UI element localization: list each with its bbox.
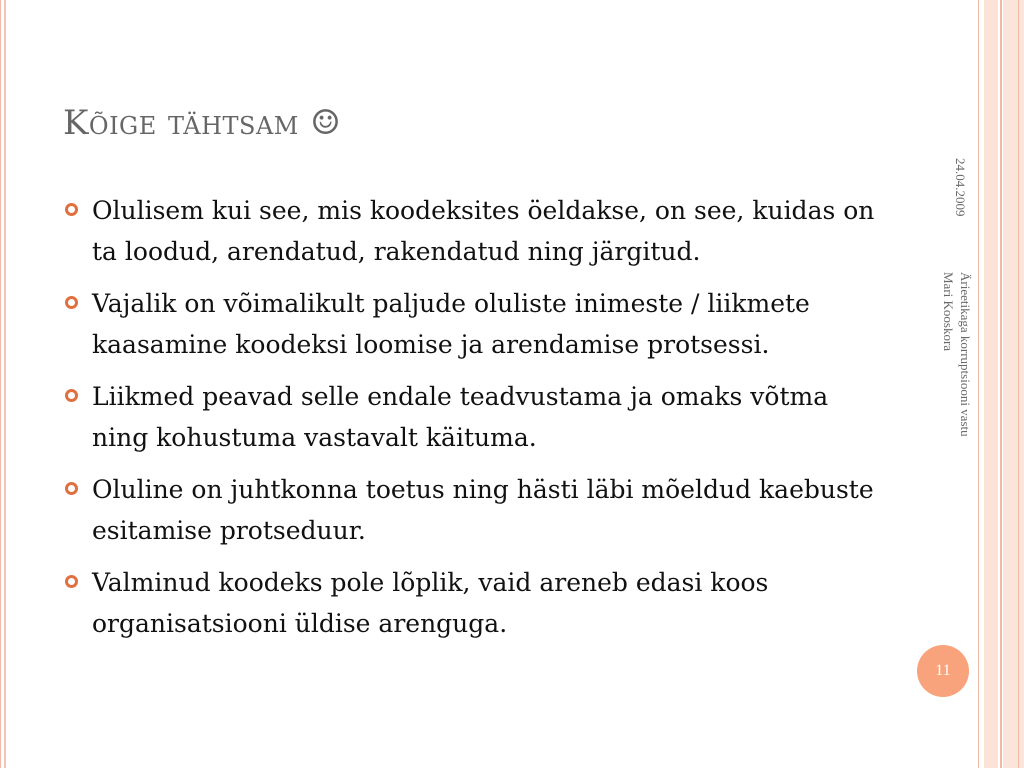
page-number: 11 — [935, 662, 951, 679]
bullet-ring-icon — [65, 575, 78, 588]
bullet-item — [64, 190, 884, 272]
right-stripe — [1018, 0, 1019, 768]
bullet-ring-icon — [65, 482, 78, 495]
bullet-item — [64, 562, 884, 644]
bullet-ring-icon — [65, 389, 78, 402]
slide-title — [63, 103, 341, 143]
bullet-ring-icon — [65, 203, 78, 216]
bullet-list — [64, 190, 884, 655]
left-border-line — [0, 0, 1, 768]
bullet-item — [64, 283, 884, 365]
bullet-ring-icon — [65, 296, 78, 309]
right-stripe — [1000, 0, 1002, 768]
right-stripe — [1003, 0, 1024, 768]
right-stripe — [978, 0, 979, 768]
right-stripe — [984, 0, 998, 768]
slide-title-text: Kõige tähtsam — [63, 103, 299, 143]
side-date: 24.04.2009 — [953, 158, 968, 217]
side-footer — [940, 272, 974, 437]
side-footer-title: Ärieetikaga korruptsiooni vastu — [958, 272, 973, 437]
bullet-text: Liikmed peavad selle endale teadvustama ja omaks võtma ning kohustuma vastavalt käituma. — [92, 382, 829, 452]
side-footer-author: Mari Kooskora — [941, 272, 956, 352]
bullet-text: Valminud koodeks pole lõplik, vaid areneb edasi koos organisatsiooni üldise arenguga. — [92, 568, 769, 638]
bullet-text: Vajalik on võimalikult paljude oluliste inimeste / liikmete kaasamine koodeksi loomise ja arendamise protsessi. — [92, 289, 810, 359]
bullet-text: Olulisem kui see, mis koodeksites öeldakse, on see, kuidas on ta loodud, arendatud, rakendatud ning järgitud. — [92, 196, 875, 266]
smiley-icon: ☺ — [310, 103, 342, 143]
page-number-badge — [917, 645, 969, 697]
bullet-item — [64, 376, 884, 458]
bullet-item — [64, 469, 884, 551]
bullet-text: Oluline on juhtkonna toetus ning hästi läbi mõeldud kaebuste esitamise protseduur. — [92, 475, 874, 545]
left-border-band — [4, 0, 6, 768]
